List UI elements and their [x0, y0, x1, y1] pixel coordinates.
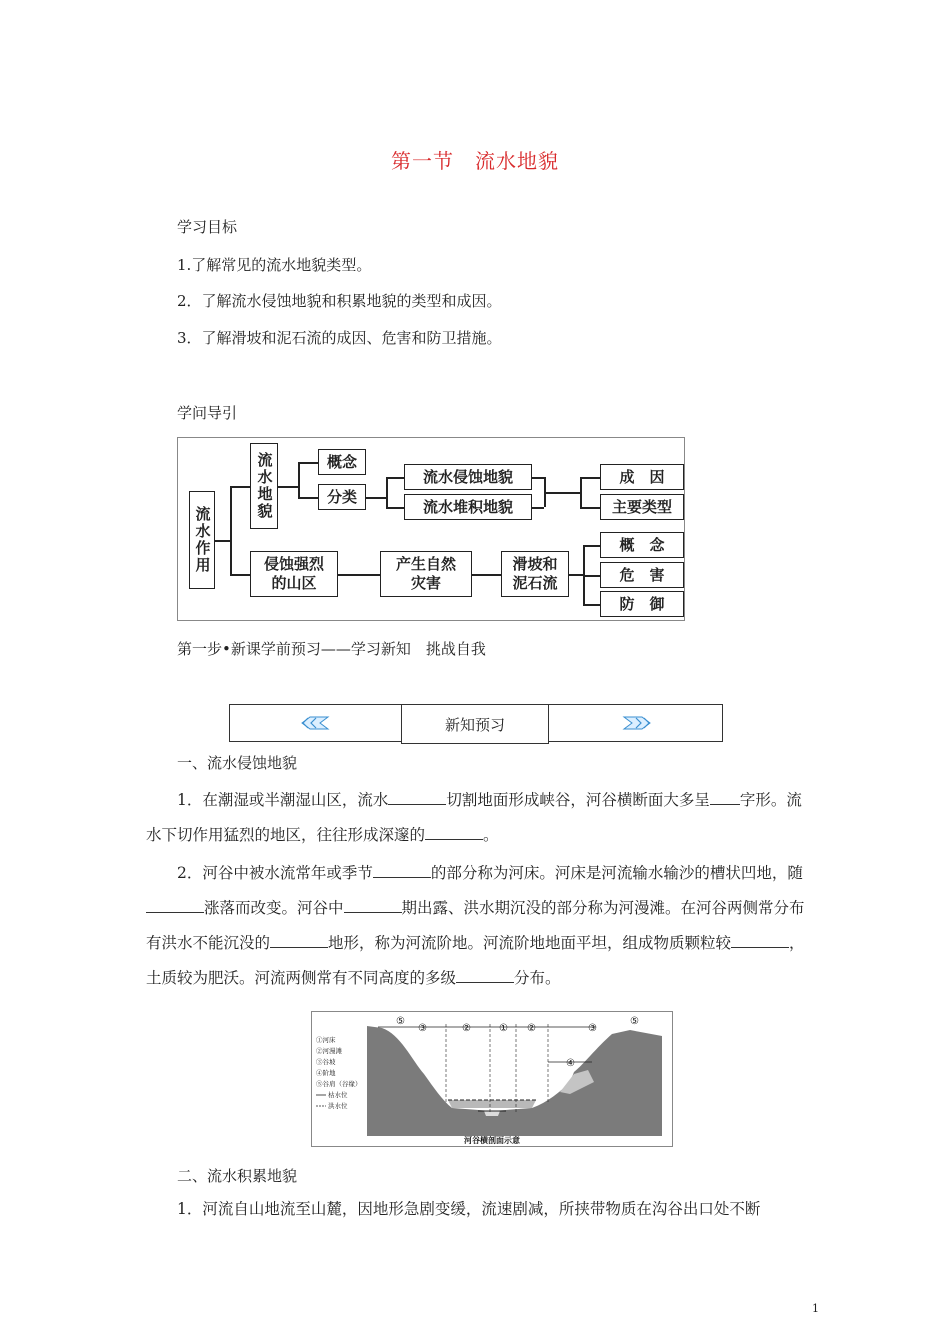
connector	[298, 497, 318, 499]
valley-rock	[367, 1026, 662, 1136]
map-concept: 概念	[318, 449, 366, 475]
river-bed-water	[484, 1111, 500, 1116]
page-title: 第一节 流水地貌	[391, 149, 559, 173]
banner-label: 新知预习	[401, 704, 549, 744]
text-run: 的部分称为河床。河床是河流输水输沙的槽状凹地，随	[430, 864, 803, 882]
chevron-decoration-icon	[300, 715, 330, 731]
connector	[569, 574, 583, 576]
connector	[215, 540, 230, 542]
label-number: ①	[499, 1023, 508, 1034]
map-classify: 分类	[318, 484, 366, 510]
label-number: ③	[588, 1023, 597, 1034]
objective-item: 2．了解流水侵蚀地貌和积累地貌的类型和成因。	[177, 292, 502, 310]
step-heading: 第一步•新课学前预习——学习新知 挑战自我	[177, 640, 486, 658]
fill-blank[interactable]	[344, 898, 402, 913]
map-mountain-line1: 侵蚀强烈	[263, 555, 324, 573]
connector	[298, 462, 300, 498]
text-run: 字形。流水下切作用猛烈的地区，往往形成深邃的	[146, 791, 802, 844]
fill-blank[interactable]	[388, 790, 446, 805]
text-run: 。	[483, 826, 499, 844]
connector	[472, 574, 501, 576]
text-run: 地形，称为河流阶地。河流阶地地面平坦，组成物质颗粒较	[328, 934, 732, 952]
label-number: ③	[418, 1023, 427, 1034]
section1-heading: 一、流水侵蚀地貌	[177, 754, 298, 772]
map-disaster-line1: 产生自然	[395, 555, 456, 573]
map-mountain	[250, 551, 338, 597]
connector	[580, 477, 600, 479]
map-landslide-line2: 泥石流	[512, 574, 558, 592]
connector	[532, 507, 544, 509]
concept-map	[177, 437, 685, 621]
connector	[386, 477, 404, 479]
connector	[583, 604, 600, 606]
text-run: 2．河谷中被水流常年或季节	[177, 864, 373, 882]
objectives-heading: 学习目标	[177, 218, 238, 236]
chevron-decoration-icon	[622, 715, 652, 731]
legend-item: ⑤谷肩（谷缘）	[316, 1080, 362, 1088]
label-number: ⑤	[630, 1016, 639, 1027]
legend-item: 洪水位	[328, 1102, 348, 1110]
connector	[544, 492, 580, 494]
fill-blank[interactable]	[425, 825, 483, 840]
map-landform: 流水地貌	[250, 443, 278, 529]
connector	[583, 575, 600, 577]
label-number: ②	[527, 1023, 536, 1034]
figure-caption: 河谷横剖面示意	[464, 1135, 520, 1145]
objective-item: 1.了解常见的流水地貌类型。	[177, 256, 372, 274]
fill-blank[interactable]	[710, 790, 740, 805]
map-mountain-line2: 的山区	[271, 574, 317, 592]
legend-item: ②河漫滩	[316, 1047, 342, 1055]
map-erosion-landform: 流水侵蚀地貌	[404, 464, 532, 490]
objective-item: 3．了解滑坡和泥石流的成因、危害和防卫措施。	[177, 329, 502, 347]
connector	[386, 507, 404, 509]
legend-item: ③谷坡	[316, 1058, 336, 1066]
page-number: 1	[812, 1302, 819, 1315]
map-landslide	[501, 551, 569, 597]
figure-legend	[316, 1035, 362, 1110]
map-disaster-line2: 灾害	[410, 574, 441, 592]
text-run: 切割地面形成峡谷，河谷横断面大多呈	[446, 791, 710, 809]
legend-item: ①河床	[316, 1036, 336, 1044]
section-banner	[229, 704, 723, 742]
connector	[230, 486, 250, 488]
label-number: ②	[462, 1023, 471, 1034]
river-valley-figure	[311, 1011, 673, 1147]
text-run: ，土质较为肥沃。河流两侧常有不同高度的多级	[146, 934, 805, 987]
map-gainian: 概 念	[600, 532, 684, 558]
map-deposit-landform: 流水堆积地貌	[404, 494, 532, 520]
section1-paragraph2	[146, 856, 810, 996]
connector	[580, 507, 600, 509]
legend-item: ④阶地	[316, 1069, 336, 1077]
section2-heading: 二、流水积累地貌	[177, 1167, 298, 1185]
connector	[580, 477, 582, 507]
connector	[230, 574, 250, 576]
guide-heading: 学问导引	[177, 404, 238, 422]
paragraph-text: 1．河流自山地流至山麓，因地形急剧变缓，流速剧减，所挟带物质在沟谷出口处不断	[177, 1200, 761, 1218]
label-number: ⑤	[396, 1016, 405, 1027]
map-main-types: 主要类型	[600, 494, 684, 520]
connector	[278, 486, 298, 488]
text-run: 涨落而改变。河谷中	[204, 899, 344, 917]
connector	[230, 486, 232, 574]
connector	[298, 462, 318, 464]
section2-paragraph1	[146, 1192, 810, 1227]
fill-blank[interactable]	[731, 933, 789, 948]
connector	[338, 574, 380, 576]
fill-blank[interactable]	[270, 933, 328, 948]
fill-blank[interactable]	[146, 898, 204, 913]
map-disaster	[380, 551, 472, 597]
river-valley-diagram	[312, 1012, 672, 1146]
connector	[583, 545, 600, 547]
connector	[532, 477, 544, 479]
fill-blank[interactable]	[456, 968, 514, 983]
map-defense: 防 御	[600, 591, 684, 617]
map-root: 流水作用	[189, 491, 215, 589]
legend-item: 枯水位	[328, 1091, 348, 1099]
map-cause: 成 因	[600, 464, 684, 490]
map-landslide-line1: 滑坡和	[512, 555, 558, 573]
connector	[366, 497, 386, 499]
section1-paragraph1	[146, 783, 810, 853]
text-run: 1．在潮湿或半潮湿山区，流水	[177, 791, 389, 809]
fill-blank[interactable]	[373, 863, 431, 878]
label-number: ④	[566, 1058, 575, 1069]
map-harm: 危 害	[600, 562, 684, 588]
text-run: 分布。	[514, 969, 561, 987]
text-run: 期出露、洪水期沉没的部分称为河漫滩。在河谷两侧常分布有洪水不能沉没的	[146, 899, 805, 952]
floodplain-deposit	[448, 1100, 536, 1108]
connector	[386, 477, 388, 507]
